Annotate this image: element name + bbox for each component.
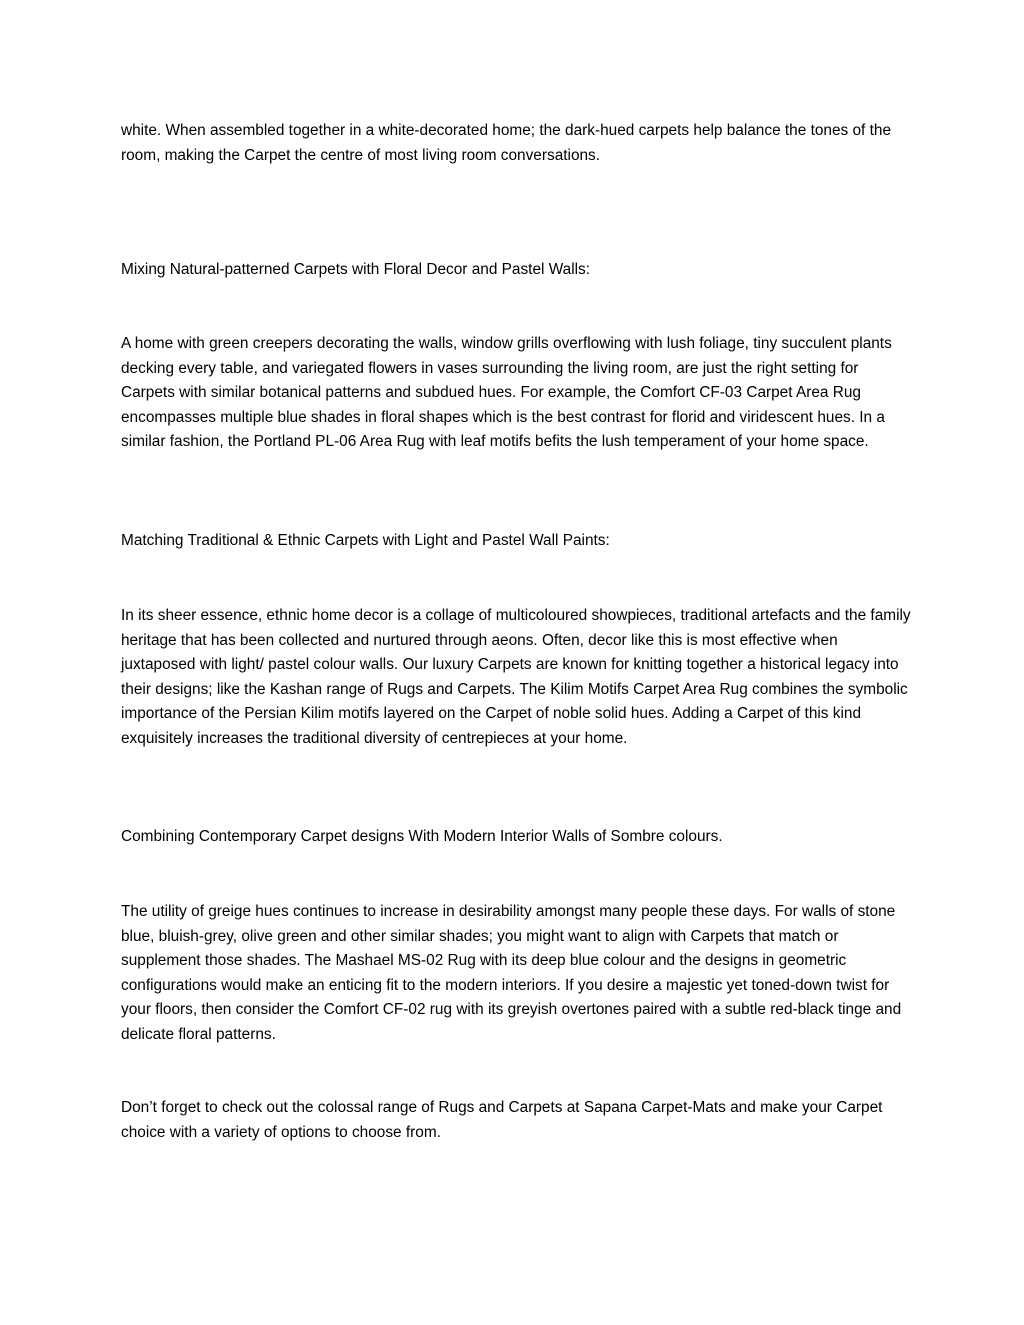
paragraph-contemporary-carpets: The utility of greige hues continues to increase in desirability amongst many people these days. For walls of stone blue, bluish-grey, olive green and other similar shades; you might want to align with Carpets that match or supplement those shades. The Mashael MS-02 Rug with its deep blue colour and the designs in geometric configurations would make an enticing fit to the modern interiors. If you desire a majestic yet toned-down twist for your floors, then consider the Comfort CF-02 rug with its greyish overtones paired with a subtle red-black tinge and delicate floral patterns. xyxy=(121,903,902,1043)
paragraph-closing-call-to-action: Don’t forget to check out the colossal range of Rugs and Carpets at Sapana Carpet-Mats and make your Carpet choice with a variety of options to choose from. xyxy=(121,1099,883,1141)
paragraph-intro-continuation: white. When assembled together in a white-decorated home; the dark-hued carpets help balance the tones of the room, making the Carpet the centre of most living room conversations. xyxy=(121,122,892,164)
paragraph-natural-patterned-carpets: A home with green creepers decorating the walls, window grills overflowing with lush foliage, tiny succulent plants decking every table, and variegated flowers in vases surrounding the living room, are just the right setting for Carpets with similar botanical patterns and subdued hues. For example, the Comfort CF-03 Carpet Area Rug encompasses multiple blue shades in floral shapes which is the best contrast for florid and viridescent hues. In a similar fashion, the Portland PL-06 Area Rug with leaf motifs befits the lush temperament of your home space. xyxy=(121,335,892,450)
section-heading-traditional-ethnic-carpets: Matching Traditional & Ethnic Carpets with Light and Pastel Wall Paints: xyxy=(121,532,610,549)
section-heading-contemporary-carpets: Combining Contemporary Carpet designs With Modern Interior Walls of Sombre colours. xyxy=(121,828,723,845)
paragraph-traditional-ethnic-carpets: In its sheer essence, ethnic home decor is a collage of multicoloured showpieces, traditional artefacts and the family heritage that has been collected and nurtured through aeons. Often, decor like this is most effective when juxtaposed with light/ pastel colour walls. Our luxury Carpets are known for knitting together a historical legacy into their designs; like the Kashan range of Rugs and Carpets. The Kilim Motifs Carpet Area Rug combines the symbolic importance of the Persian Kilim motifs layered on the Carpet of noble solid hues. Adding a Carpet of this kind exquisitely increases the traditional diversity of centrepieces at your home. xyxy=(121,607,911,747)
section-heading-natural-patterned-carpets: Mixing Natural-patterned Carpets with Floral Decor and Pastel Walls: xyxy=(121,261,591,278)
